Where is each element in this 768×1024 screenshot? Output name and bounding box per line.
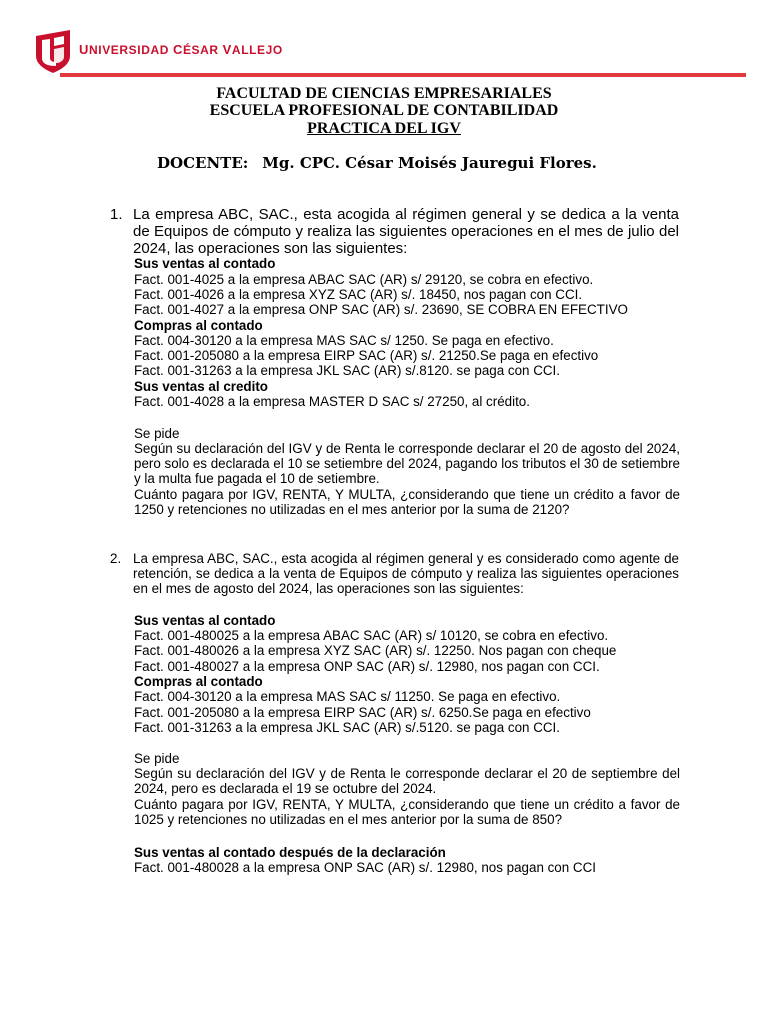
- q2-sales-heading: Sus ventas al contado: [134, 613, 276, 628]
- q1-sale-item: Fact. 001-4027 a la empresa ONP SAC (AR) s/. 23690, SE COBRA EN EFECTIVO: [134, 302, 628, 317]
- q1-purchases-heading: Compras al contado: [134, 318, 263, 333]
- university-name: UNIVERSIDAD CÉSAR VALLEJO: [79, 42, 283, 57]
- q1-required-text: Según su declaración del IGV y de Renta le corresponde declarar el 20 de agosto del 2024, pero solo es declarada el 10 se setiembre del 2024, pagando los tributos el 30 de setiembre y la multa fue pagada el 10 de setiembre.: [134, 441, 680, 486]
- school-title: ESCUELA PROFESIONAL DE CONTABILIDAD: [209, 102, 559, 119]
- q2-sale-item: Fact. 001-480025 a la empresa ABAC SAC (AR) s/ 10120, se cobra en efectivo.: [134, 628, 609, 643]
- q2-sale-item: Fact. 001-480027 a la empresa ONP SAC (AR) s/. 12980, nos pagan con CCI.: [134, 659, 600, 674]
- q2-question: Cuánto pagara por IGV, RENTA, Y MULTA, ¿considerando que tiene un crédito a favor de 1025 y retenciones no utilizadas en el mes anterior por la suma de 850?: [134, 797, 680, 827]
- question-1-number: 1.: [110, 206, 123, 223]
- teacher-line: [157, 154, 597, 172]
- header-divider: [60, 73, 746, 77]
- q1-sales-heading: Sus ventas al contado: [134, 256, 276, 271]
- q1-purchase-item: Fact. 001-31263 a la empresa JKL SAC (AR) s/.8120. se paga con CCI.: [134, 363, 560, 378]
- q2-after-declaration-item: Fact. 001-480028 a la empresa ONP SAC (AR) s/. 12980, nos pagan con CCI: [134, 860, 596, 875]
- q1-sale-item: Fact. 001-4026 a la empresa XYZ SAC (AR) s/. 18450, nos pagan con CCI.: [134, 287, 583, 302]
- question-2-number: 2.: [110, 551, 122, 566]
- q2-after-declaration-heading: Sus ventas al contado después de la declaración: [134, 845, 446, 860]
- q2-required-label: Se pide: [134, 751, 180, 766]
- practice-title: PRACTICA DEL IGV: [307, 120, 461, 137]
- university-logo-icon: [34, 30, 74, 74]
- q1-purchase-item: Fact. 004-30120 a la empresa MAS SAC s/ 1250. Se paga en efectivo.: [134, 333, 554, 348]
- q2-purchases-heading: Compras al contado: [134, 674, 263, 689]
- q1-credit-item: Fact. 001-4028 a la empresa MASTER D SAC s/ 27250, al crédito.: [134, 394, 530, 409]
- teacher-label: DOCENTE:: [157, 154, 249, 172]
- q2-purchase-item: Fact. 001-205080 a la empresa EIRP SAC (AR) s/. 6250.Se paga en efectivo: [134, 705, 591, 720]
- q1-question: Cuánto pagara por IGV, RENTA, Y MULTA, ¿considerando que tiene un crédito a favor de 1250 y retenciones no utilizadas en el mes anterior por la suma de 2120?: [134, 487, 680, 517]
- question-2-intro: La empresa ABC, SAC., esta acogida al régimen general y es considerado como agente de retención, se dedica a la venta de Equipos de cómputo y realiza las siguientes operaciones en el mes de agosto del 2024, las operaciones son las siguientes:: [133, 551, 679, 596]
- q1-purchase-item: Fact. 001-205080 a la empresa EIRP SAC (AR) s/. 21250.Se paga en efectivo: [134, 348, 599, 363]
- q1-required-label: Se pide: [134, 426, 180, 441]
- q2-purchase-item: Fact. 001-31263 a la empresa JKL SAC (AR) s/.5120. se paga con CCI.: [134, 720, 560, 735]
- q2-purchase-item: Fact. 004-30120 a la empresa MAS SAC s/ 11250. Se paga en efectivo.: [134, 689, 561, 704]
- q1-credit-heading: Sus ventas al credito: [134, 379, 268, 394]
- q1-sale-item: Fact. 001-4025 a la empresa ABAC SAC (AR) s/ 29120, se cobra en efectivo.: [134, 272, 594, 287]
- q2-sale-item: Fact. 001-480026 a la empresa XYZ SAC (AR) s/. 12250. Nos pagan con cheque: [134, 643, 617, 658]
- faculty-title: FACULTAD DE CIENCIAS EMPRESARIALES: [216, 85, 552, 102]
- question-1-intro: La empresa ABC, SAC., esta acogida al régimen general y se dedica a la venta de Equipos de cómputo y realiza las siguientes operaciones en el mes de julio del 2024, las operaciones son las siguientes:: [133, 206, 679, 257]
- teacher-name: Mg. CPC. César Moisés Jauregui Flores.: [262, 154, 597, 172]
- q2-required-text: Según su declaración del IGV y de Renta le corresponde declarar el 20 de septiembre del 2024, pero es declarada el 19 se octubre del 2024.: [134, 766, 680, 796]
